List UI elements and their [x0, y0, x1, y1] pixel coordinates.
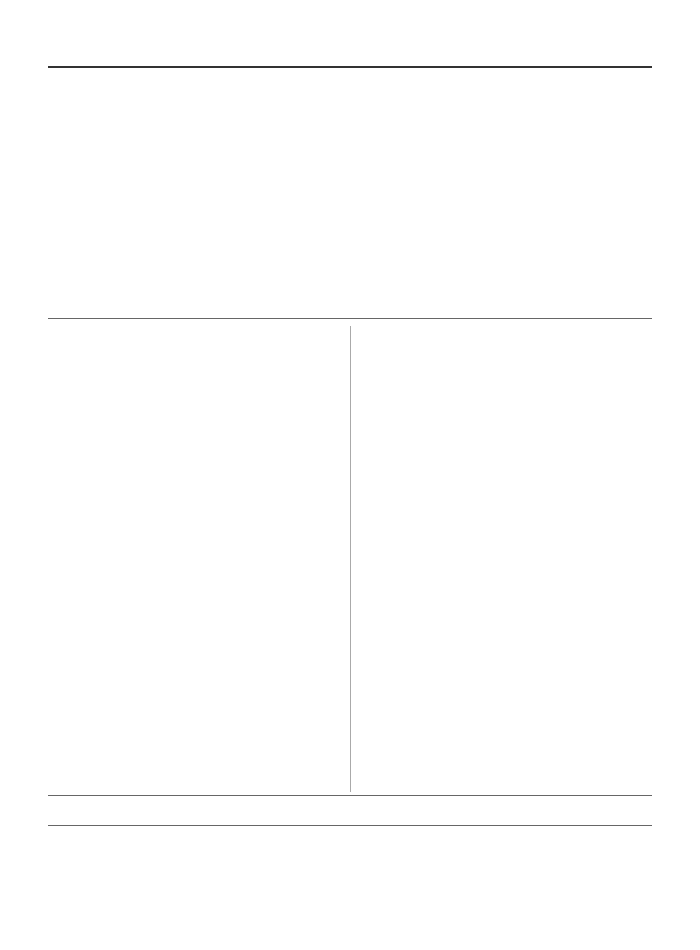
meta-rule: [48, 318, 652, 319]
header-rule: [48, 66, 652, 68]
body-column-left: [60, 326, 350, 792]
abstract: [60, 190, 640, 280]
body-column-right: [360, 326, 650, 792]
fund-rule: [48, 795, 652, 796]
column-divider: [350, 326, 351, 792]
note-rule: [48, 825, 652, 826]
